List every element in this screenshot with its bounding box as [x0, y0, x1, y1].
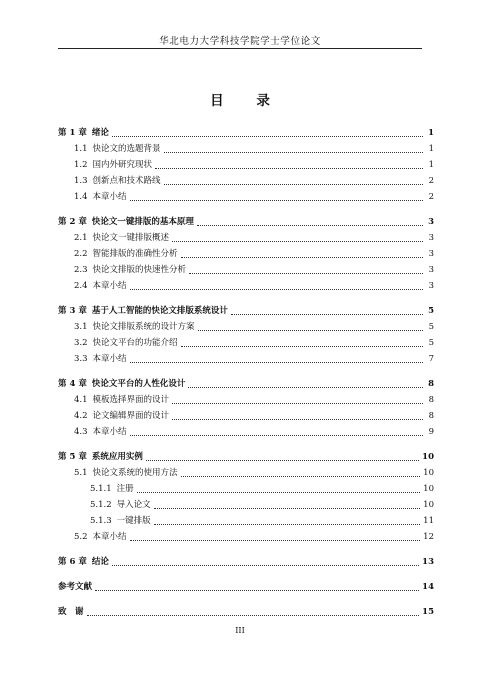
toc-page: 10 [423, 500, 434, 510]
toc-acknowledgements[interactable] [58, 602, 434, 618]
toc-chapter-2[interactable] [58, 212, 434, 228]
toc-text: 致 谢 [58, 607, 84, 617]
toc-section-2-2[interactable] [58, 244, 434, 260]
toc-page: 3 [428, 265, 434, 275]
dot-leader [95, 589, 419, 591]
toc-number: 2.1 [74, 233, 88, 243]
toc-number: 1.2 [74, 160, 88, 170]
toc-text: 导入论文 [116, 500, 151, 510]
toc-title: 目 录 [210, 93, 284, 109]
toc-text: 一键排版 [116, 516, 151, 526]
toc-page: 3 [428, 217, 434, 227]
dot-leader [164, 183, 423, 185]
toc-text: 绪论 [91, 128, 109, 138]
toc-references[interactable] [58, 577, 434, 593]
dot-leader [181, 256, 423, 258]
toc-chapter-6[interactable] [58, 552, 434, 568]
toc-page: 5 [428, 306, 434, 316]
toc-page: 3 [428, 233, 434, 243]
toc-section-5-2[interactable] [58, 527, 434, 543]
dot-leader [164, 151, 423, 153]
toc-text: 本章小结 [92, 354, 127, 364]
toc-number: 3.2 [74, 338, 88, 348]
toc-section-1-4[interactable] [58, 187, 434, 203]
page-number: III [235, 626, 245, 635]
dot-leader [172, 240, 423, 242]
toc-number: 第 1 章 [58, 128, 87, 138]
toc-section-2-1[interactable] [58, 228, 434, 244]
dot-leader [155, 167, 423, 169]
toc-text: 论文编辑界面的设计 [92, 411, 170, 421]
toc-number: 第 5 章 [58, 452, 87, 462]
dot-leader [112, 564, 419, 566]
toc-number: 第 4 章 [58, 379, 87, 389]
toc-page: 2 [428, 176, 434, 186]
toc-page: 2 [428, 192, 434, 202]
toc-text: 快论文一键排版概述 [92, 233, 170, 243]
toc-number: 第 6 章 [58, 557, 87, 567]
toc-text: 基于人工智能的快论文排版系统设计 [91, 306, 228, 316]
toc-subsection-5-1-1[interactable] [58, 479, 434, 495]
toc-page: 1 [428, 160, 434, 170]
toc-number: 3.3 [74, 354, 88, 364]
toc-chapter-5[interactable] [58, 447, 434, 463]
dot-leader [130, 199, 423, 201]
toc-section-1-1[interactable] [58, 139, 434, 155]
dot-leader [198, 329, 423, 331]
toc-section-5-1[interactable] [58, 463, 434, 479]
toc-chapter-1[interactable] [58, 123, 434, 139]
toc-subsection-5-1-2[interactable] [58, 495, 434, 511]
toc-chapter-3[interactable] [58, 301, 434, 317]
toc-page: 14 [422, 582, 434, 592]
dot-leader [130, 288, 423, 290]
dot-leader [154, 507, 421, 509]
toc-text: 模板选择界面的设计 [92, 395, 170, 405]
toc-number: 5.1.1 [90, 484, 112, 494]
toc-page: 3 [428, 249, 434, 259]
toc-number: 1.1 [74, 144, 88, 154]
header-rule [58, 48, 422, 49]
dot-leader [146, 459, 419, 461]
toc-text: 国内外研究现状 [92, 160, 153, 170]
toc-number: 5.2 [74, 532, 88, 542]
dot-leader [130, 434, 423, 436]
toc-text: 创新点和技术路线 [92, 176, 161, 186]
toc-section-3-3[interactable] [58, 349, 434, 365]
toc-page: 3 [428, 281, 434, 291]
toc-text: 快论文排版的快速性分析 [92, 265, 187, 275]
toc-subsection-5-1-3[interactable] [58, 511, 434, 527]
toc-text: 本章小结 [92, 192, 127, 202]
toc-page: 5 [428, 338, 434, 348]
dot-leader [130, 539, 421, 541]
toc-section-3-1[interactable] [58, 317, 434, 333]
toc-page: 9 [428, 427, 434, 437]
toc-page: 8 [428, 379, 434, 389]
toc-number: 4.1 [74, 395, 88, 405]
toc-page: 11 [423, 516, 434, 526]
toc-page: 7 [428, 354, 434, 364]
toc-number: 1.4 [74, 192, 88, 202]
toc-section-2-3[interactable] [58, 260, 434, 276]
table-of-contents [58, 123, 434, 618]
toc-section-4-3[interactable] [58, 422, 434, 438]
dot-leader [154, 523, 421, 525]
toc-text: 结论 [91, 557, 109, 567]
toc-text: 参考文献 [58, 582, 93, 592]
dot-leader [172, 402, 423, 404]
toc-text: 快论文排版系统的设计方案 [92, 322, 195, 332]
toc-number: 2.3 [74, 265, 88, 275]
dot-leader [137, 491, 421, 493]
toc-number: 5.1 [74, 468, 88, 478]
toc-page: 5 [428, 322, 434, 332]
toc-number: 2.4 [74, 281, 88, 291]
toc-page: 15 [422, 607, 434, 617]
toc-text: 快论文平台的人性化设计 [91, 379, 186, 389]
toc-page: 10 [422, 452, 434, 462]
toc-section-1-2[interactable] [58, 155, 434, 171]
toc-page: 10 [423, 484, 434, 494]
toc-text: 本章小结 [92, 427, 127, 437]
dot-leader [188, 386, 423, 388]
toc-page: 12 [423, 532, 434, 542]
dot-leader [189, 272, 423, 274]
toc-number: 4.2 [74, 411, 88, 421]
dot-leader [181, 345, 423, 347]
dot-leader [197, 224, 423, 226]
toc-text: 注册 [116, 484, 134, 494]
toc-number: 3.1 [74, 322, 88, 332]
toc-chapter-4[interactable] [58, 374, 434, 390]
toc-section-1-3[interactable] [58, 171, 434, 187]
toc-number: 1.3 [74, 176, 88, 186]
toc-section-4-2[interactable] [58, 406, 434, 422]
toc-number: 5.1.2 [90, 500, 112, 510]
toc-number: 4.3 [74, 427, 88, 437]
toc-page: 1 [428, 128, 434, 138]
toc-page: 8 [428, 411, 434, 421]
dot-leader [130, 361, 423, 363]
toc-section-2-4[interactable] [58, 276, 434, 292]
toc-text: 快论文一键排版的基本原理 [91, 217, 194, 227]
toc-page: 8 [428, 395, 434, 405]
dot-leader [87, 614, 420, 616]
running-header: 华北电力大学科技学院学士学位论文 [159, 36, 321, 47]
dot-leader [181, 475, 421, 477]
toc-number: 第 2 章 [58, 217, 87, 227]
toc-text: 系统应用实例 [91, 452, 143, 462]
toc-page: 10 [423, 468, 434, 478]
toc-text: 智能排版的准确性分析 [92, 249, 178, 259]
toc-text: 本章小结 [92, 281, 127, 291]
toc-text: 快论文的选题背景 [92, 144, 161, 154]
toc-number: 2.2 [74, 249, 88, 259]
toc-number: 第 3 章 [58, 306, 87, 316]
dot-leader [172, 418, 423, 420]
toc-text: 本章小结 [92, 532, 127, 542]
toc-text: 快论文平台的功能介绍 [92, 338, 178, 348]
toc-page: 13 [422, 557, 434, 567]
toc-section-4-1[interactable] [58, 390, 434, 406]
toc-number: 5.1.3 [90, 516, 112, 526]
dot-leader [112, 135, 423, 137]
dot-leader [231, 313, 423, 315]
toc-text: 快论文系统的使用方法 [92, 468, 178, 478]
toc-section-3-2[interactable] [58, 333, 434, 349]
toc-page: 1 [428, 144, 434, 154]
